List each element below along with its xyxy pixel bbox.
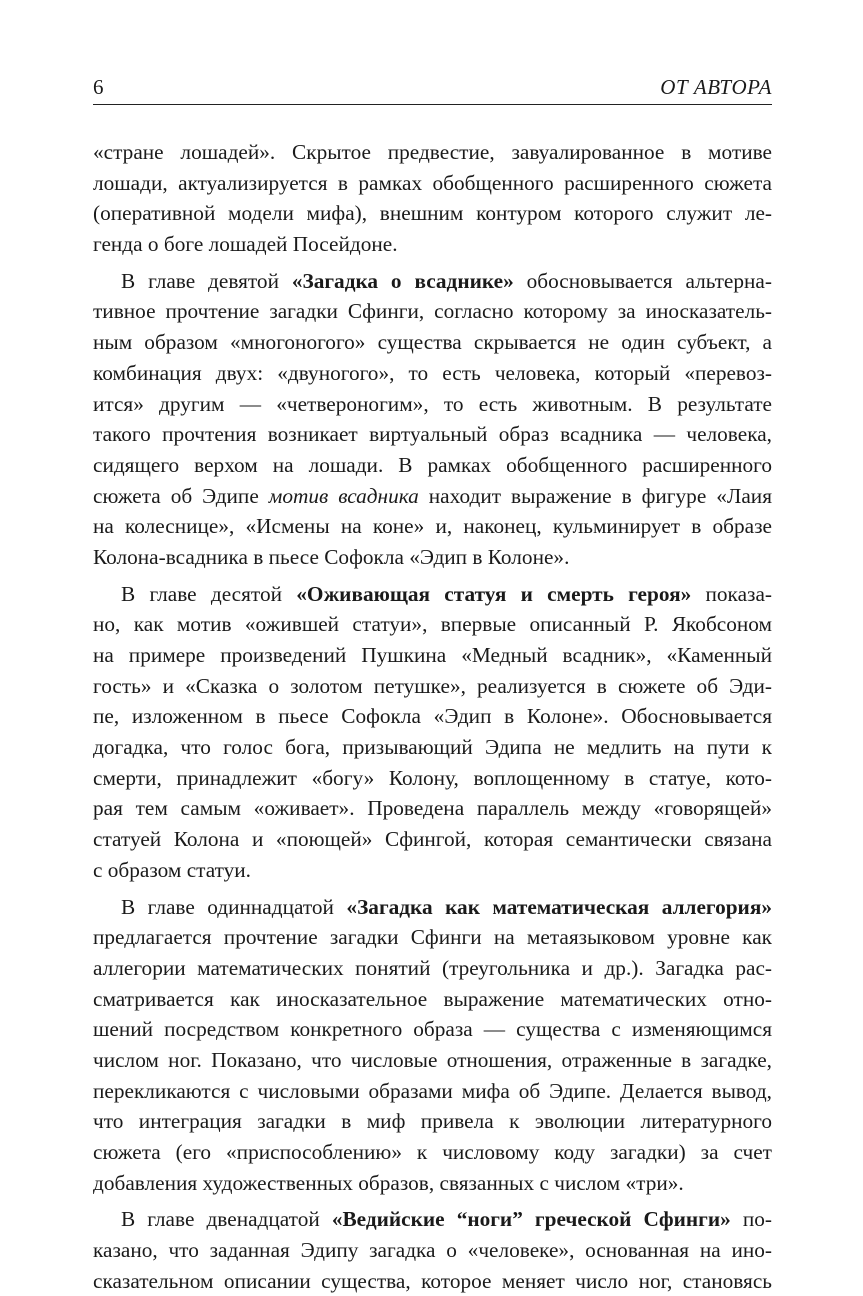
running-head-title: ОТ АВТОРА — [660, 75, 772, 99]
paragraph — [93, 266, 772, 573]
text-segment: показа- — [691, 581, 772, 606]
chapter-title: «Ведийские “ноги” греческой Сфинги» — [331, 1207, 731, 1232]
text-segment: такого прочтения возникает виртуальный образ всадника — человека, — [93, 422, 772, 447]
text-line — [93, 579, 772, 610]
paragraph — [93, 1204, 772, 1296]
chapter-title: «Оживающая статуя и смерть героя» — [296, 581, 692, 606]
text-segment: «стране лошадей». Скрытое предвестие, завуалированное в мотиве — [93, 140, 772, 164]
text-line — [93, 137, 772, 168]
text-line — [93, 198, 772, 229]
text-line — [93, 824, 772, 855]
text-segment: сказательном описании существа, которое меняет число ног, становясь — [93, 1268, 772, 1293]
text-segment: обосновывается альтерна- — [513, 268, 772, 293]
chapter-title: «Загадка как математическая аллегория» — [346, 894, 773, 919]
text-line — [93, 892, 772, 923]
paragraph — [93, 892, 772, 1199]
text-segment: ится» другим — «четвероногим», то есть животным. В результате — [93, 391, 772, 416]
text-line — [93, 1137, 772, 1168]
page-number: 6 — [93, 75, 104, 99]
text-segment: числом ног. Показано, что числовые отношения, отраженные в загадке, — [93, 1047, 772, 1072]
text-line — [93, 1014, 772, 1045]
text-line — [93, 511, 772, 542]
text-line — [93, 450, 772, 481]
text-segment: шений посредством конкретного образа — существа с изменяющимся — [93, 1017, 772, 1042]
text-line — [93, 1204, 772, 1235]
text-segment: В главе двенадцатой — [121, 1207, 332, 1232]
text-line — [93, 229, 772, 260]
text-line — [93, 327, 772, 358]
text-line — [93, 168, 772, 199]
text-segment: но, как мотив «ожившей статуи», впервые описанный Р. Якобсоном — [93, 612, 772, 637]
text-segment: сматривается как иносказательное выражение математических отно- — [93, 986, 772, 1011]
text-line — [93, 1266, 772, 1296]
text-segment: с образом статуи. — [93, 857, 252, 882]
text-segment: догадка, что голос бога, призывающий Эдипа не медлить на пути к — [93, 735, 772, 760]
text-line — [93, 266, 772, 297]
text-line — [93, 542, 772, 573]
text-segment: находит выражение в фигуре «Лаия — [418, 483, 772, 508]
text-line — [93, 1106, 772, 1137]
text-segment: В главе девятой — [121, 268, 292, 293]
running-header — [93, 72, 772, 102]
text-line — [93, 732, 772, 763]
text-segment: аллегории математических понятий (треугольника и др.). Загадка рас- — [93, 955, 772, 980]
paragraph — [93, 579, 772, 886]
text-line — [93, 855, 772, 886]
text-line — [93, 1235, 772, 1266]
text-segment: что интеграция загадки в миф привела к эволюции литературного — [93, 1109, 772, 1134]
text-segment: рая тем самым «оживает». Проведена параллель между «говорящей» — [93, 796, 772, 821]
text-segment: гость» и «Сказка о золотом петушке», реализуется в сюжете об Эди- — [93, 673, 772, 698]
text-segment: на примере произведений Пушкина «Медный всадник», «Каменный — [93, 643, 772, 667]
text-segment: сюжета об Эдипе — [93, 483, 269, 508]
text-line — [93, 389, 772, 420]
text-segment: пе, изложенном в пьесе Софокла «Эдип в Колоне». Обосновывается — [93, 704, 772, 729]
text-segment: предлагается прочтение загадки Сфинги на метаязыковом уровне как — [93, 925, 772, 950]
text-line — [93, 953, 772, 984]
text-line — [93, 763, 772, 794]
text-segment: тивное прочтение загадки Сфинги, согласно которому за иносказатель- — [93, 299, 772, 324]
text-segment: комбинация двух: «двуногого», то есть человека, который «перевоз- — [93, 360, 772, 385]
text-segment: перекликаются с числовыми образами мифа об Эдипе. Делается вывод, — [93, 1078, 772, 1103]
text-line — [93, 671, 772, 702]
text-segment: В главе одиннадцатой — [121, 894, 347, 919]
chapter-title: «Загадка о всаднике» — [291, 268, 514, 293]
text-segment: лошади, актуализируется в рамках обобщенного расширенного сюжета — [93, 170, 772, 195]
text-line — [93, 640, 772, 671]
text-segment: смерти, принадлежит «богу» Колону, воплощенному в статуе, кото- — [93, 765, 772, 790]
text-segment: Колона-всадника в пьесе Софокла «Эдип в Колоне». — [93, 544, 570, 569]
text-segment: В главе десятой — [121, 581, 297, 606]
header-rule — [93, 104, 772, 105]
text-line — [93, 358, 772, 389]
text-line — [93, 1045, 772, 1076]
emphasis: мотив всадника — [268, 483, 419, 508]
text-line — [93, 1168, 772, 1199]
text-line — [93, 609, 772, 640]
text-line — [93, 984, 772, 1015]
body-text — [93, 137, 772, 1296]
text-segment: сидящего верхом на лошади. В рамках обобщенного расширенного — [93, 452, 772, 477]
text-segment: генда о боге лошадей Посейдоне. — [93, 232, 398, 257]
text-line — [93, 1076, 772, 1107]
text-line — [93, 922, 772, 953]
text-line — [93, 481, 772, 512]
paragraph — [93, 137, 772, 260]
text-segment: добавления художественных образов, связанных с числом «три». — [93, 1170, 684, 1195]
text-segment: по- — [730, 1207, 772, 1232]
text-line — [93, 793, 772, 824]
text-segment: на колеснице», «Исмены на коне» и, наконец, кульминирует в образе — [93, 514, 772, 539]
text-segment: сюжета (его «приспособлению» к числовому коду загадки) за счет — [93, 1140, 772, 1164]
text-line — [93, 701, 772, 732]
text-segment: казано, что заданная Эдипу загадка о «человеке», основанная на ино- — [93, 1238, 772, 1263]
text-line — [93, 296, 772, 327]
text-segment: (оперативной модели мифа), внешним контуром которого служит ле- — [93, 201, 772, 226]
text-line — [93, 419, 772, 450]
text-segment: ным образом «многоногого» существа скрывается не один субъект, а — [93, 330, 772, 355]
text-segment: статуей Колона и «поющей» Сфингой, которая семантически связана — [93, 827, 772, 852]
